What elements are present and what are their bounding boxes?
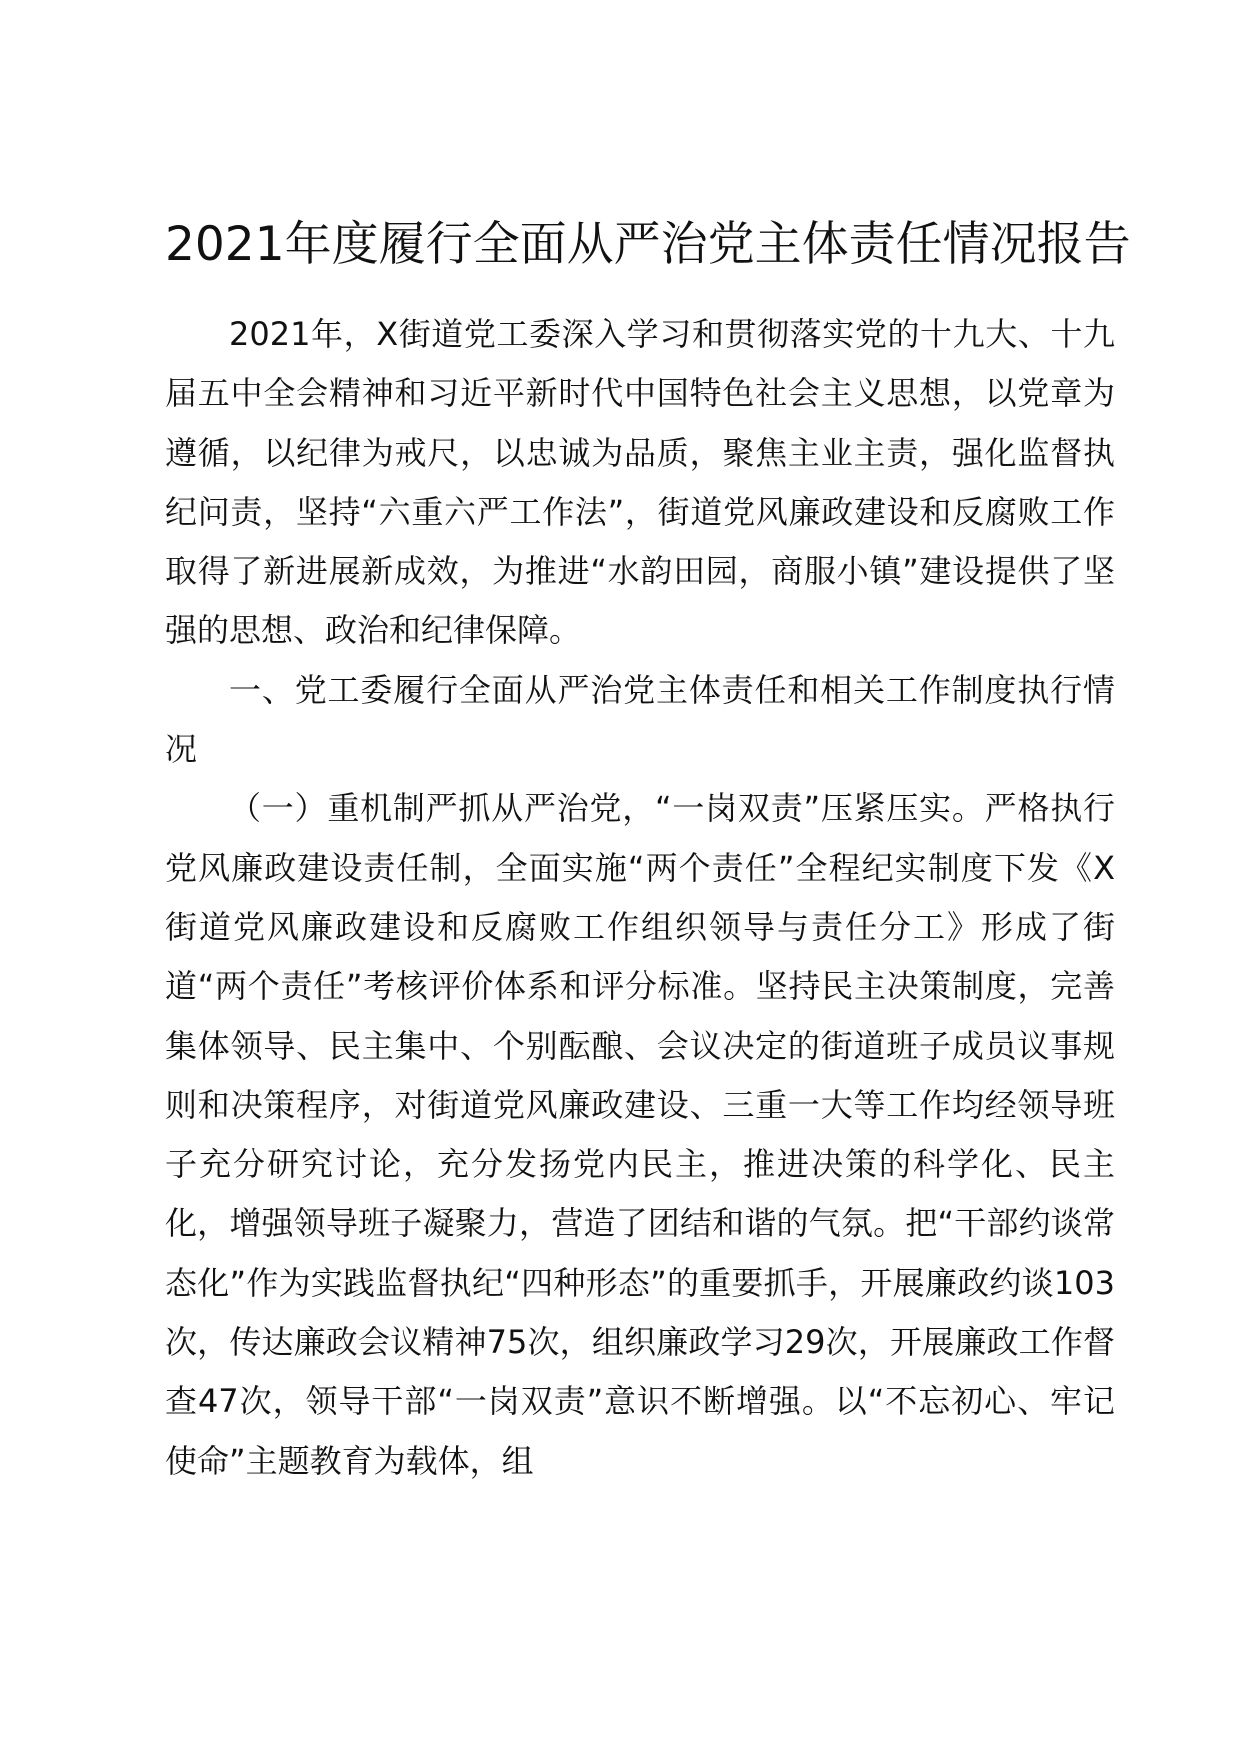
paragraph-intro: 2021年，X街道党工委深入学习和贯彻落实党的十九大、十九届五中全会精神和习近平新时代中国特色社会主义思想，以党章为遵循，以纪律为戒尺，以忠诚为品质，聚焦主业主责，强化监督执纪问责，坚持“六重六严工作法”，街道党风廉政建设和反腐败工作取得了新进展新成效，为推进“水韵田园，商服小镇”建设提供了坚强的思想、政治和纪律保障。 <box>165 315 1115 650</box>
document-title: 2021年度履行全面从严治党主体责任情况报告 <box>165 217 1131 272</box>
section-heading-1: 一、党工委履行全面从严治党主体责任和相关工作制度执行情况 <box>165 670 1115 769</box>
paragraph-subsection-1: （一）重机制严抓从严治党，“一岗双责”压紧压实。严格执行党风廉政建设责任制，全面实施“两个责任”全程纪实制度下发《X街道党风廉政建设和反腐败工作组织领导与责任分工》形成了街道“两个责任”考核评价体系和评分标准。坚持民主决策制度，完善集体领导、民主集中、个别酝酿、会议决定的街道班子成员议事规则和决策程序，对街道党风廉政建设、三重一大等工作均经领导班子充分研究讨论，充分发扬党内民主，推进决策的科学化、民主化，增强领导班子凝聚力，营造了团结和谐的气氛。把“干部约谈常态化”作为实践监督执纪“四种形态”的重要抓手，开展廉政约谈103次，传达廉政会议精神75次，组织廉政学习29次，开展廉政工作督查47次，领导干部“一岗双责”意识不断增强。以“不忘初心、牢记使命”主题教育为载体，组 <box>165 789 1115 1480</box>
document-body <box>165 305 1115 1491</box>
